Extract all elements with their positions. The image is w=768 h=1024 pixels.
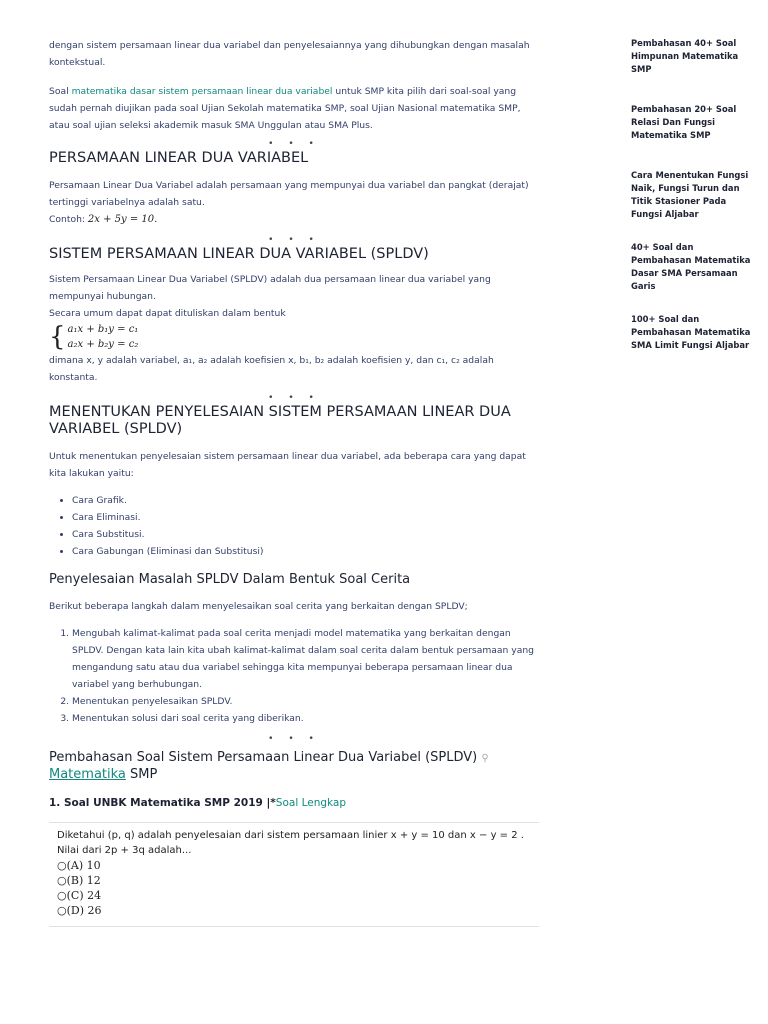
text-paragraph: Berikut beberapa langkah dalam menyelesaikan soal cerita yang berkaitan dengan SPLDV; (49, 601, 468, 612)
definition-paragraph: Persamaan Linear Dua Variabel adalah persamaan yang mempunyai dua variabel dan pangkat (derajat) tertinggi variabelnya adalah satu. (49, 180, 529, 208)
text: Soal (49, 86, 72, 97)
question-card (49, 822, 539, 927)
steps-list (49, 625, 539, 727)
sidebar-link-line: Pembahasan Matematika (631, 255, 751, 265)
list-item: 3. Menentukan solusi dari soal cerita yang diberikan. (72, 710, 539, 727)
subsection-title: Penyelesaian Masalah SPLDV Dalam Bentuk Soal Cerita (49, 572, 411, 587)
list-item: 1. Mengubah kalimat-kalimat pada soal cerita menjadi model matematika yang berkaitan dengan SPLDV. Dengan kata lain kita ubah kalimat-kalimat dalam soal cerita dalam bentuk persamaan yang mengandung satu atau dua variabel sehingga kita mempunyai beberapa persamaan linear dua variabel yang berhubungan. (72, 625, 539, 693)
math-expression: 2x + 5y = 10. (87, 214, 158, 225)
text: Pembahasan Soal Sistem Persamaan Linear Dua Variabel (SPLDV) (49, 750, 482, 765)
equation: a₁x + b₁y = c₁ (67, 324, 139, 335)
sidebar-link-line: Naik, Fungsi Turun dan (631, 183, 740, 193)
section-title: SISTEM PERSAMAAN LINEAR DUA VARIABEL (SPLDV) (49, 246, 429, 262)
sidebar-link-line: SMA Limit Fungsi Aljabar (631, 340, 750, 350)
list-item: • Cara Grafik. (72, 492, 539, 509)
text: 1. Soal UNBK Matematika SMP 2019 |* (49, 797, 276, 809)
sidebar-link-line: 40+ Soal dan (631, 242, 694, 252)
answer-option[interactable] (57, 873, 531, 888)
text: untuk SMP kita pilih dari soal-soal yang sudah pernah diujikan pada soal Ujian Sekolah matematika SMP, soal Ujian Nasional matematika SMP, atau soal ujian seleksi akademik masuk SMA Unggulan atau SMA Plus. (49, 86, 521, 131)
text-paragraph: Untuk menentukan penyelesaian sistem persamaan linear dua variabel, ada beberapa cara yang dapat kita lakukan yaitu: (49, 451, 526, 479)
section-separator: • • • (268, 235, 320, 245)
option-label: (D) 26 (66, 904, 102, 917)
inline-link[interactable]: matematika dasar sistem persamaan linear dua variabel (71, 86, 333, 97)
equation-system (49, 322, 539, 352)
equation: a₂x + b₂y = c₂ (67, 339, 139, 350)
inline-link[interactable]: Matematika (49, 767, 126, 782)
list-item: • Cara Eliminasi. (72, 509, 539, 526)
radio-icon: ○ (57, 904, 67, 917)
option-label: (B) 12 (66, 874, 101, 887)
sidebar-link[interactable] (631, 103, 768, 142)
related-posts-sidebar (631, 37, 768, 352)
list-item: • Cara Gabungan (Eliminasi dan Substitusi) (72, 543, 539, 560)
radio-icon: ○ (57, 889, 67, 902)
answer-option[interactable] (57, 888, 531, 903)
definition-paragraph: Sistem Persamaan Linear Dua Variabel (SPLDV) adalah dua persamaan linear dua variabel yang mempunyai hubungan. (49, 274, 491, 302)
sidebar-link-line: Relasi Dan Fungsi (631, 117, 715, 127)
list-item: • Cara Substitusi. (72, 526, 539, 543)
subsection-title (49, 750, 539, 783)
radio-icon: ○ (57, 859, 67, 872)
text-paragraph: Secara umum dapat dapat dituliskan dalam bentuk (49, 308, 286, 319)
answer-option[interactable] (57, 903, 531, 918)
section-separator: • • • (268, 393, 320, 403)
intro-paragraph: dengan sistem persamaan linear dua variabel dan penyelesaiannya yang dihubungkan dengan masalah kontekstual. (49, 40, 530, 68)
sidebar-link-line: Pembahasan 20+ Soal (631, 104, 737, 114)
section-separator: • • • (268, 139, 320, 149)
sidebar-link-line: Cara Menentukan Fungsi (631, 170, 749, 180)
sidebar-link[interactable] (631, 241, 768, 293)
sidebar-link-line: Matematika SMP (631, 130, 711, 140)
full-question-link[interactable]: Soal Lengkap (275, 797, 347, 809)
sidebar-link-line: Dasar SMA Persamaan (631, 268, 738, 278)
option-label: (A) 10 (66, 859, 101, 872)
text: SMP (125, 767, 158, 782)
brace-symbol: { (49, 322, 66, 352)
sidebar-link-line: Fungsi Aljabar (631, 209, 699, 219)
sidebar-link-line: Pembahasan Matematika (631, 327, 751, 337)
example-line (49, 211, 539, 228)
text-paragraph: dimana x, y adalah variabel, a₁, a₂ adalah koefisien x, b₁, b₂ adalah koefisien y, dan c₁, c₂ adalah konstanta. (49, 355, 494, 383)
sidebar-link-line: Himpunan Matematika (631, 51, 739, 61)
sidebar-link-line: Garis (631, 281, 656, 291)
equation-lines (68, 322, 139, 352)
sidebar-link-line: Titik Stasioner Pada (631, 196, 727, 206)
section-title: PERSAMAAN LINEAR DUA VARIABEL (49, 150, 309, 166)
question-heading (49, 797, 539, 809)
method-list (49, 492, 539, 560)
answer-option[interactable] (57, 858, 531, 873)
question-text: Diketahui (p, q) adalah penyelesaian dari sistem persamaan linier x + y = 10 dan x − y = 2 . Nilai dari 2p + 3q adalah... (57, 830, 524, 856)
search-icon: ⚲ (481, 753, 489, 764)
intro-paragraph-2 (49, 83, 539, 134)
sidebar-link-line: Pembahasan 40+ Soal (631, 38, 737, 48)
sidebar-link[interactable] (631, 169, 768, 221)
section-separator: • • • (268, 734, 320, 744)
text: Contoh: (49, 214, 88, 225)
article-body (49, 37, 539, 927)
sidebar-link[interactable] (631, 313, 768, 352)
sidebar-link-line: 100+ Soal dan (631, 314, 700, 324)
option-label: (C) 24 (66, 889, 102, 902)
sidebar-link-line: SMP (631, 64, 652, 74)
list-item: 2. Menentukan penyelesaikan SPLDV. (72, 693, 539, 710)
radio-icon: ○ (57, 874, 67, 887)
sidebar-link[interactable] (631, 37, 768, 76)
section-title: MENENTUKAN PENYELESAIAN SISTEM PERSAMAAN LINEAR DUA VARIABEL (SPLDV) (49, 404, 511, 437)
